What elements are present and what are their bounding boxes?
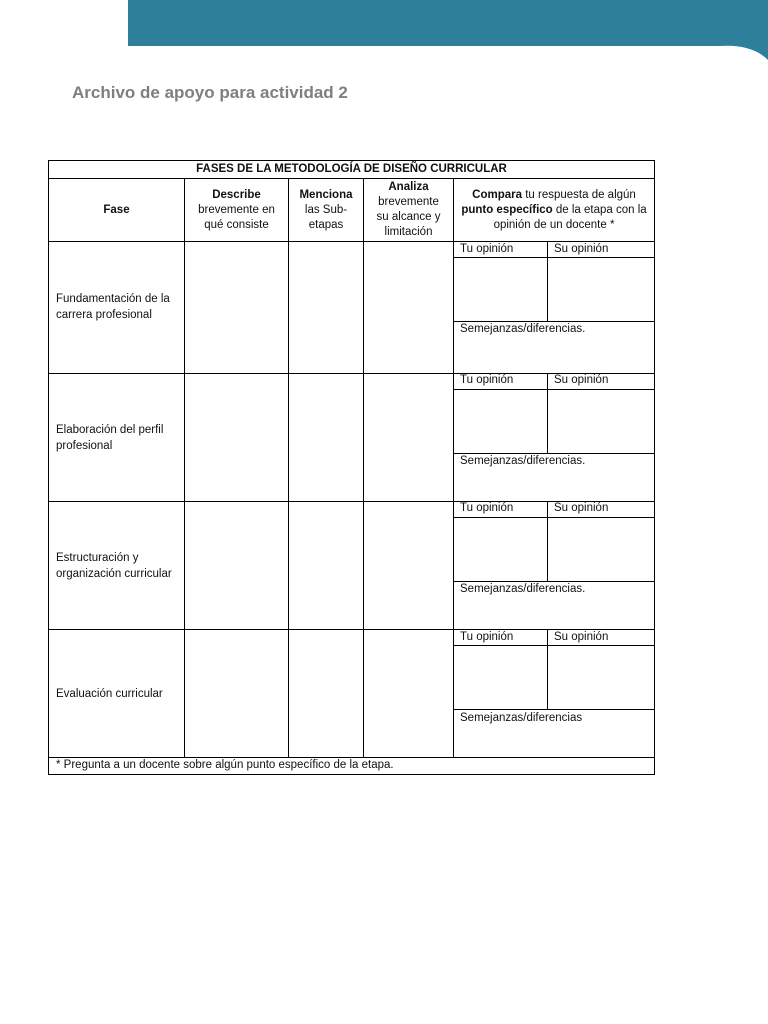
document-title: Archivo de apoyo para actividad 2 [72,83,348,102]
semejanzas-label: Semejanzas/diferencias [460,712,583,724]
banner-shape [128,0,768,60]
compara-text-2: de la etapa con la opinión de un docente * [493,203,647,231]
line-v [288,178,289,757]
su-opinion-label: Su opinión [554,374,609,386]
header-fase: Fase [103,203,130,216]
header-describe [185,179,288,241]
line-v [547,373,548,453]
header-menciona [289,179,363,241]
tu-opinion-label: Tu opinión [460,374,514,386]
line-v [547,241,548,321]
line-h [454,517,654,518]
header-compara [454,179,654,241]
phase-label: Estructuración y organización curricular [56,552,172,580]
line-v [547,629,548,709]
line-v [453,178,454,757]
line-h [454,645,654,646]
analiza-rest: brevemente su alcance y limitación [376,196,441,238]
tu-opinion-label: Tu opinión [460,243,514,255]
table-footnote: * Pregunta a un docente sobre algún punto específico de la etapa. [56,759,394,771]
compara-text: tu respuesta de algún [522,188,636,201]
compara-bold-2: punto específico [461,203,553,216]
line-h [454,709,654,710]
compara-bold: Compara [472,188,523,201]
su-opinion-label: Su opinión [554,243,609,255]
phase-label: Evaluación curricular [56,688,163,700]
su-opinion-label: Su opinión [554,631,609,643]
line-v [184,178,185,757]
phase-label: Elaboración del perfil profesional [56,424,164,452]
table-title: FASES DE LA METODOLOGÍA DE DISEÑO CURRICULAR [196,163,507,175]
phase-label: Fundamentación de la carrera profesional [56,293,170,321]
line-h [454,257,654,258]
header-analiza [364,179,453,241]
analiza-bold: Analiza [388,181,429,193]
tu-opinion-label: Tu opinión [460,502,514,514]
semejanzas-label: Semejanzas/diferencias. [460,323,586,335]
header-banner [0,0,768,60]
su-opinion-label: Su opinión [554,502,609,514]
semejanzas-label: Semejanzas/diferencias. [460,583,586,595]
line-v [363,178,364,757]
line-v [547,501,548,581]
line-h [454,389,654,390]
compara-line1 [472,188,636,203]
menciona-rest: las Sub-etapas [304,203,348,231]
semejanzas-label: Semejanzas/diferencias. [460,455,586,467]
tu-opinion-label: Tu opinión [460,631,514,643]
describe-bold: Describe [212,188,261,201]
compara-line2 [458,203,650,233]
menciona-bold: Menciona [299,188,353,201]
describe-rest: brevemente en qué consiste [198,203,275,231]
phases-table [48,160,655,775]
